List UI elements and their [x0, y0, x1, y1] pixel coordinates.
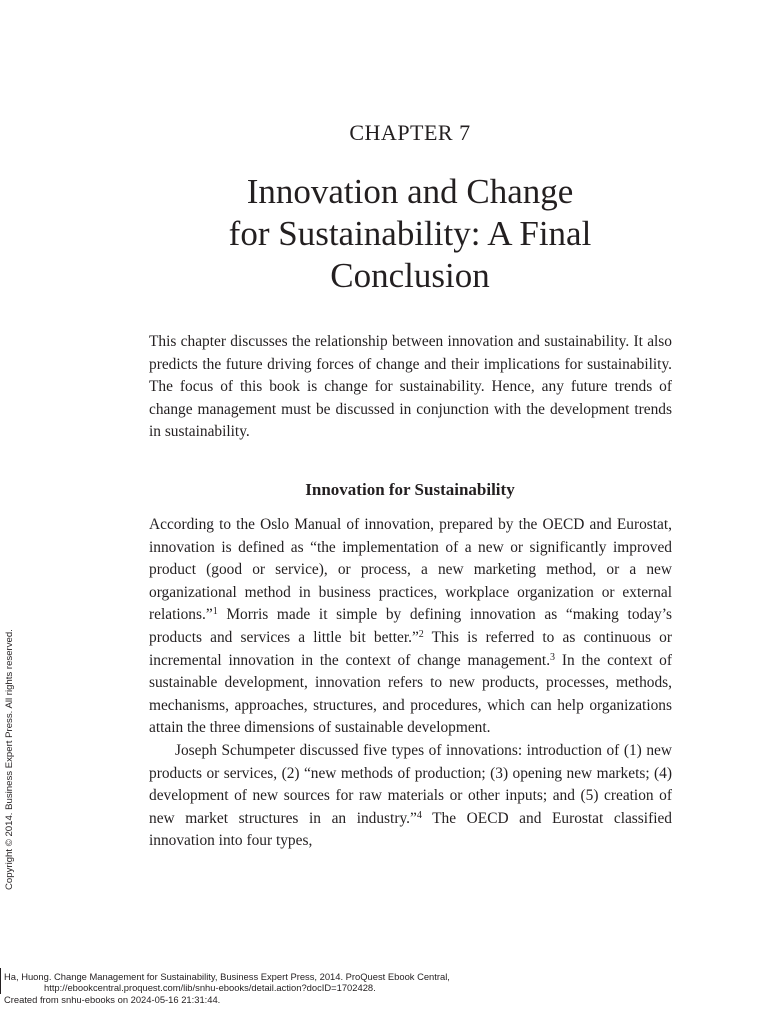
section-heading: Innovation for Sustainability [305, 480, 515, 499]
paragraph-text: This is referred to as continuous or incremental innovation in the context of change management. [149, 628, 672, 669]
body-paragraph [149, 740, 672, 853]
citation-line: Ha, Huong. Change Management for Sustainability, Business Expert Press, 2014. ProQuest Ebook Central, [4, 971, 450, 982]
chapter-title [0, 171, 768, 297]
chapter-label: CHAPTER 7 [349, 120, 471, 145]
paragraph-text: Joseph Schumpeter discussed five types of innovations: introduction of (1) new products or services, (2) “new methods of production; (3) opening new markets; (4) development of new sources for raw materials or other inputs; and (5) creation of new market structures in an industry.” [149, 741, 672, 827]
margin-rule [0, 968, 1, 994]
footnote-ref[interactable]: 2 [418, 628, 424, 640]
footnote-ref[interactable]: 1 [212, 606, 218, 618]
footnote-ref[interactable]: 3 [550, 651, 556, 663]
body-paragraph [149, 514, 672, 740]
chapter-title-line: for Sustainability: A Final [228, 214, 592, 253]
chapter-title-line: Innovation and Change [246, 172, 574, 211]
paragraph-text: In the context of sustainable development, innovation refers to new products, processes, methods, mechanisms, approaches, structures, and procedures, which can help organizations attain the three dimensions of sustainable development. [149, 651, 672, 737]
citation-created: Created from snhu-ebooks on 2024-05-16 21:31:44. [4, 993, 221, 1005]
chapter-title-line: Conclusion [330, 256, 490, 295]
intro-text: This chapter discusses the relationship between innovation and sustainability. It also predicts the future driving forces of change and their implications for sustainability. The focus of this book is change for sustainability. Hence, any future trends of change management must be discussed in conjunction with the development trends in sustainability. [149, 333, 672, 441]
intro-paragraph [149, 331, 672, 444]
paragraph-text: Morris made it simple by defining innovation as “making today’s products and services a little bit better.” [149, 606, 672, 646]
copyright-notice: Copyright © 2014. Business Expert Press. All rights reserved. [4, 629, 15, 890]
footnote-ref[interactable]: 4 [416, 809, 422, 821]
citation-url[interactable]: http://ebookcentral.proquest.com/lib/snhu-ebooks/detail.action?docID=1702428. [44, 982, 376, 994]
paragraph-text: According to the Oslo Manual of innovation, prepared by the OECD and Eurostat, innovation is defined as “the implementation of a new or significantly improved product (good or service), or process, a new marketing method, or a new organizational method in business practices, workplace organization or external relations.” [149, 516, 672, 624]
citation-footer [4, 971, 744, 1005]
section-body [149, 514, 672, 853]
paragraph-text: The OECD and Eurostat classified innovation into four types, [149, 809, 672, 850]
